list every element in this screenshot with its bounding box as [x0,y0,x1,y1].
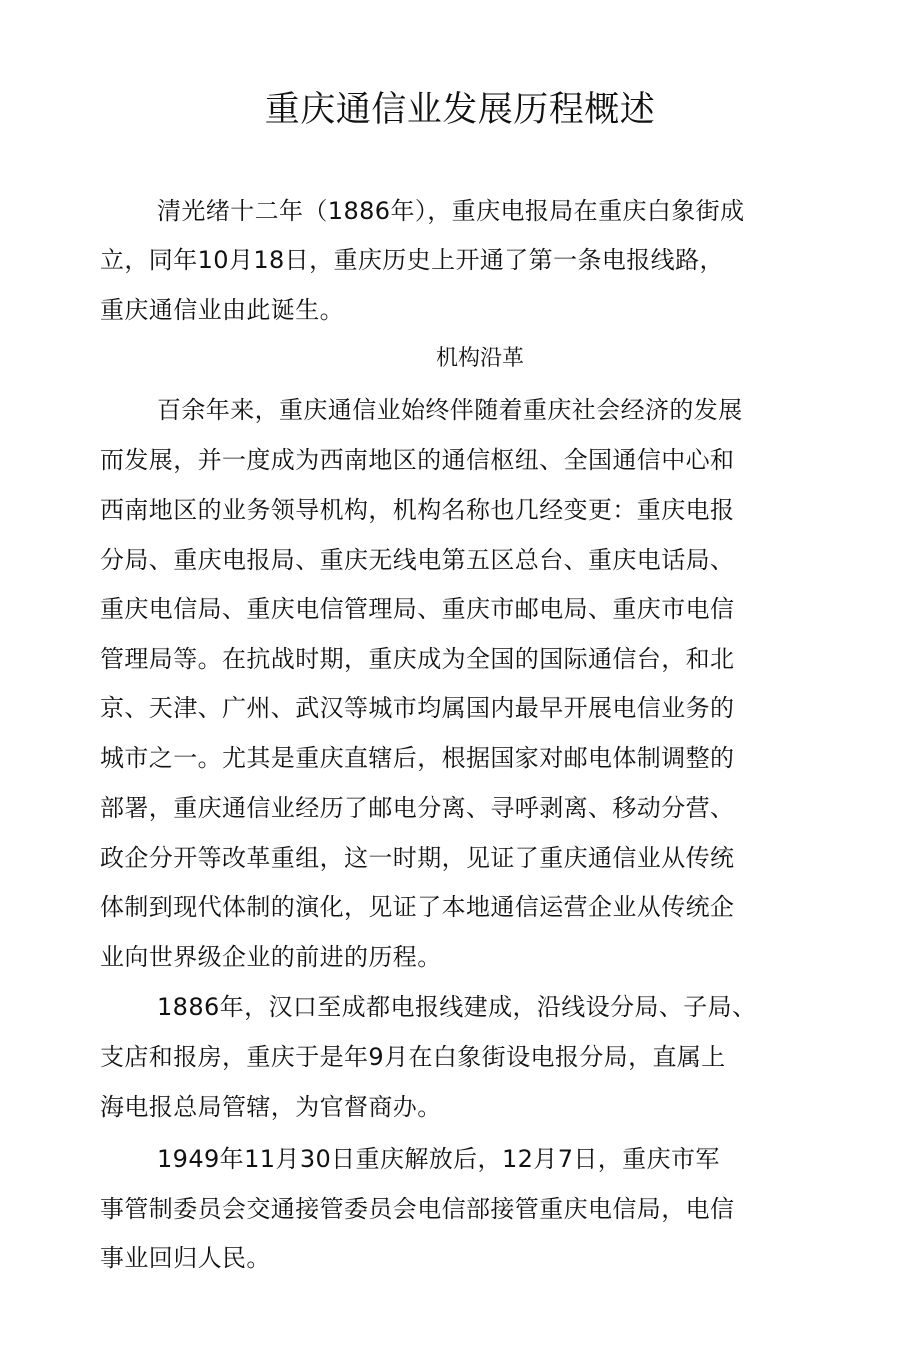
text-line: 1949年11月30日重庆解放后，12月7日，重庆市军 [157,1145,720,1173]
text-line: 政企分开等改革重组，这一时期，见证了重庆通信业从传统 [100,844,735,872]
text-line: 体制到现代体制的演化，见证了本地通信运营企业从传统企 [100,893,735,921]
text-line: 城市之一。尤其是重庆直辖后，根据国家对邮电体制调整的 [100,744,735,772]
text-line: 清光绪十二年（1886年），重庆电报局在重庆白象街成 [157,197,745,225]
document-title: 重庆通信业发展历程概述 [264,90,656,130]
text-line: 西南地区的业务领导机构，机构名称也几经变更：重庆电报 [100,496,735,524]
text-line: 京、天津、广州、武汉等城市均属国内最早开展电信业务的 [100,694,735,722]
text-line: 重庆电信局、重庆电信管理局、重庆市邮电局、重庆市电信 [100,595,735,623]
text-line: 立，同年10月18日，重庆历史上开通了第一条电报线路， [100,246,724,274]
text-line: 百余年来，重庆通信业始终伴随着重庆社会经济的发展 [157,396,743,424]
text-line: 事业回归人民。 [100,1244,271,1272]
text-line: 部署，重庆通信业经历了邮电分离、寻呼剥离、移动分营、 [100,794,735,822]
text-line: 重庆通信业由此诞生。 [100,296,344,324]
text-line: 而发展，并一度成为西南地区的通信枢纽、全国通信中心和 [100,446,735,474]
text-line: 1886年，汉口至成都电报线建成，沿线设分局、子局、 [157,993,757,1021]
text-line: 业向世界级企业的前进的历程。 [100,943,442,971]
text-line: 管理局等。在抗战时期，重庆成为全国的国际通信台，和北 [100,645,735,673]
section-heading: 机构沿革 [435,346,524,371]
text-line: 分局、重庆电报局、重庆无线电第五区总台、重庆电话局、 [100,546,735,574]
text-line: 支店和报房，重庆于是年9月在白象街设电报分局，直属上 [100,1043,726,1071]
text-line: 事管制委员会交通接管委员会电信部接管重庆电信局，电信 [100,1195,735,1223]
text-line: 海电报总局管辖，为官督商办。 [100,1093,442,1121]
